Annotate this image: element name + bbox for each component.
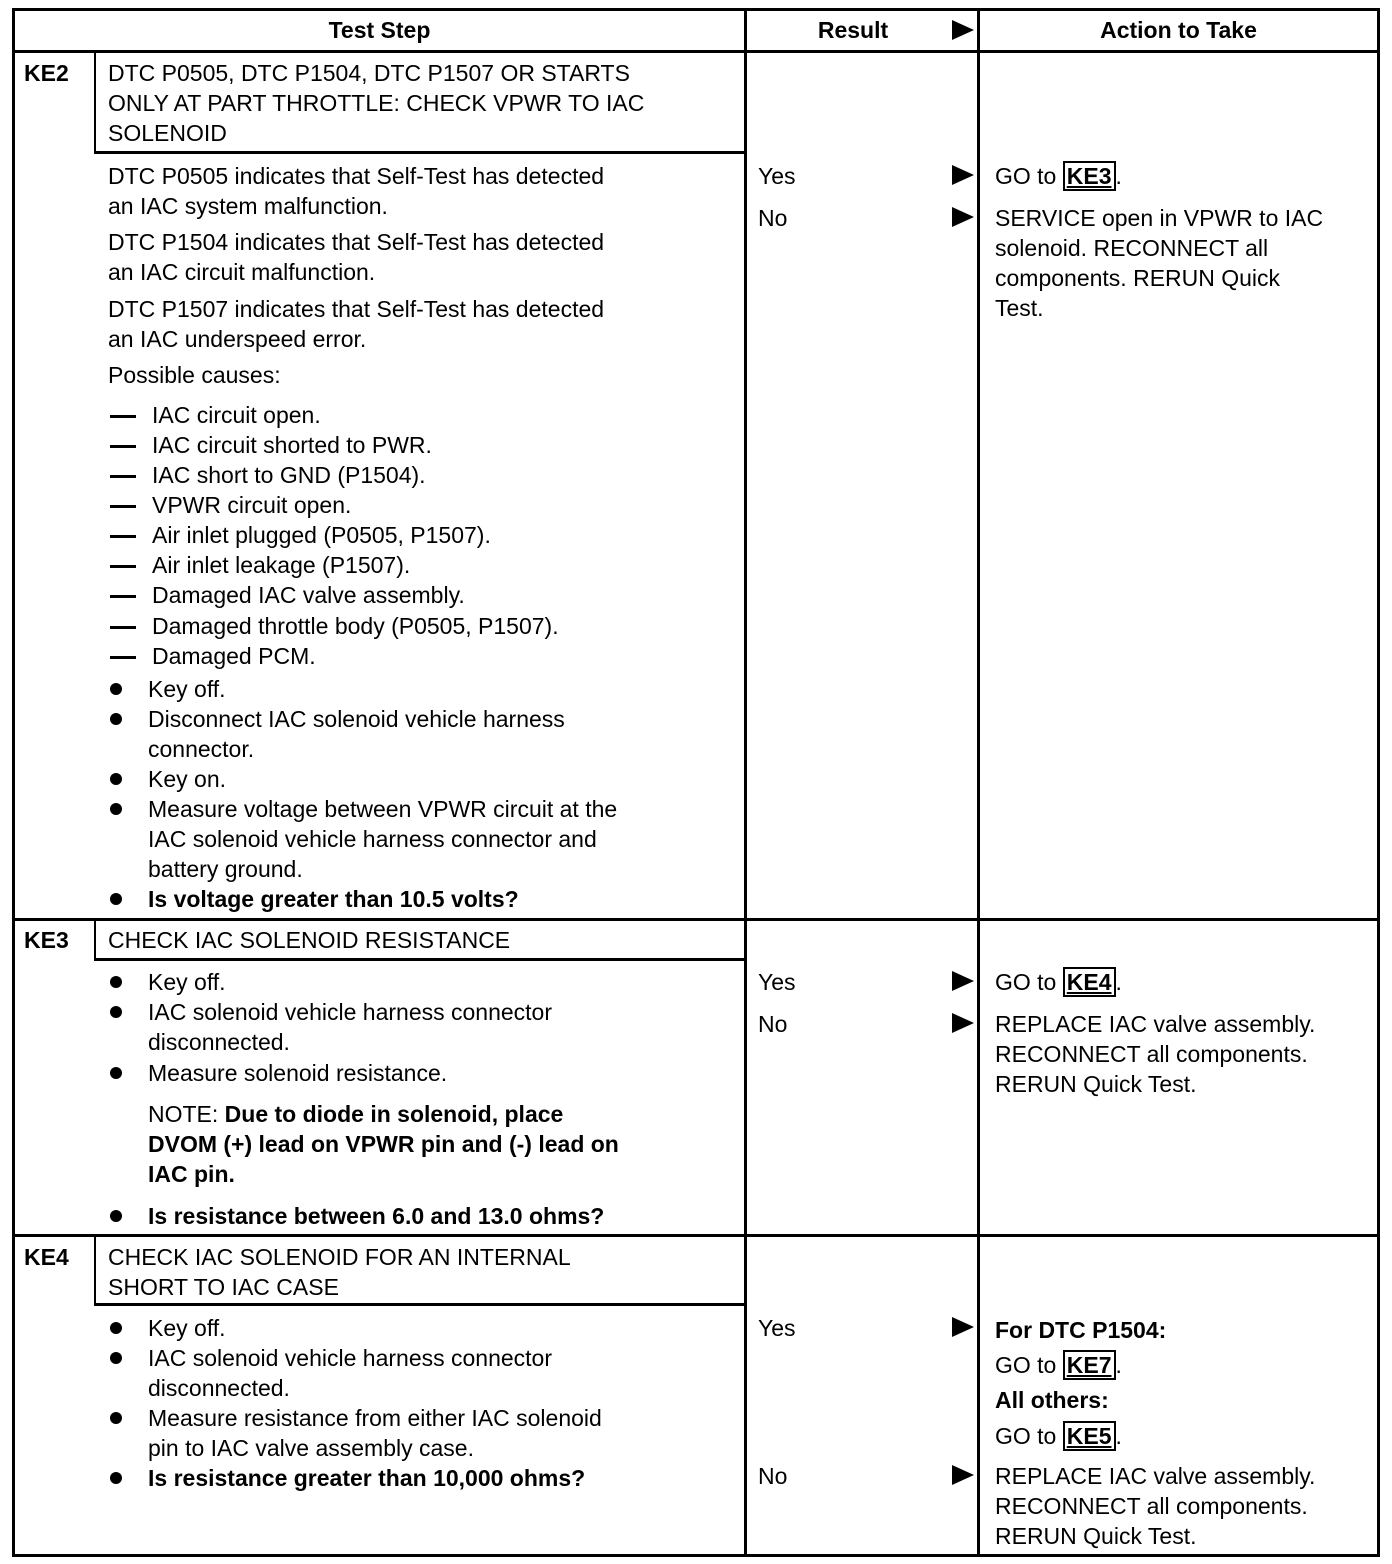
cause-dash-icon xyxy=(110,535,136,538)
ke2-desc-1-line-1: DTC P0505 indicates that Self-Test has detected xyxy=(108,163,605,189)
ke2-cause: Air inlet plugged (P0505, P1507). xyxy=(152,522,491,548)
ke3-note-line-3: IAC pin. xyxy=(148,1161,235,1187)
ke2-step-id: KE2 xyxy=(24,60,69,86)
ke2-title-line-1: DTC P0505, DTC P1504, DTC P1507 OR STARTS xyxy=(108,60,630,86)
cause-dash-icon xyxy=(110,445,136,448)
ke3-no-action-line: RECONNECT all components. xyxy=(995,1041,1308,1067)
ke2-step: connector. xyxy=(148,736,255,762)
ke3-row-separator xyxy=(12,918,1380,921)
ke2-cause: Damaged IAC valve assembly. xyxy=(152,582,465,608)
ke3-step: Measure solenoid resistance. xyxy=(148,1060,448,1086)
ke2-cause: Damaged PCM. xyxy=(152,643,316,669)
ke2-desc-2-line-1: DTC P1504 indicates that Self-Test has detected xyxy=(108,229,605,255)
cause-dash-icon xyxy=(110,505,136,508)
goto-prefix: GO to xyxy=(995,1423,1057,1449)
ke2-desc-3-line-2: an IAC underspeed error. xyxy=(108,326,367,352)
header-test-step: Test Step xyxy=(328,17,431,43)
ke2-no-action-line: SERVICE open in VPWR to IAC xyxy=(995,205,1324,231)
goto-prefix: GO to xyxy=(995,163,1057,189)
bullet-icon xyxy=(110,976,122,988)
ke4-yes-others-label: All others: xyxy=(995,1387,1109,1413)
ke2-step: IAC solenoid vehicle harness connector and xyxy=(148,826,597,852)
bullet-icon xyxy=(110,1322,122,1334)
result-arrow-icon xyxy=(952,1465,974,1485)
cause-dash-icon xyxy=(110,475,136,478)
ke3-step: disconnected. xyxy=(148,1029,290,1055)
table-right-border xyxy=(1377,8,1380,1557)
ke4-title-line-1: CHECK IAC SOLENOID FOR AN INTERNAL xyxy=(108,1244,571,1270)
cause-dash-icon xyxy=(110,415,136,418)
header-arrow-icon xyxy=(952,20,974,40)
ke4-step: pin to IAC valve assembly case. xyxy=(148,1435,474,1461)
ke4-step: Key off. xyxy=(148,1315,226,1341)
ke2-title-line-3: SOLENOID xyxy=(108,120,227,146)
ke2-title-underline xyxy=(94,151,746,154)
table-left-border xyxy=(12,8,15,1557)
ke4-result-no: No xyxy=(758,1463,788,1489)
bullet-icon xyxy=(110,803,122,815)
ke3-id-divider xyxy=(94,918,96,960)
ke2-id-divider xyxy=(94,50,96,152)
bullet-icon xyxy=(110,1006,122,1018)
ke2-cause: IAC circuit open. xyxy=(152,402,321,428)
ke4-step-id: KE4 xyxy=(24,1244,69,1270)
ke2-desc-3-line-1: DTC P1507 indicates that Self-Test has detected xyxy=(108,296,605,322)
ke2-cause: Damaged throttle body (P0505, P1507). xyxy=(152,613,559,639)
table-bottom-border xyxy=(12,1554,1380,1557)
bullet-icon xyxy=(110,893,122,905)
ke2-question: Is voltage greater than 10.5 volts? xyxy=(148,886,519,912)
ke3-title: CHECK IAC SOLENOID RESISTANCE xyxy=(108,927,511,953)
ke3-step-id: KE3 xyxy=(24,927,69,953)
ke3-yes-action: GO to KE4 . xyxy=(995,969,1122,995)
ke3-step: IAC solenoid vehicle harness connector xyxy=(148,999,553,1025)
ke2-step: Disconnect IAC solenoid vehicle harness xyxy=(148,706,565,732)
ke4-step: IAC solenoid vehicle harness connector xyxy=(148,1345,553,1371)
header-bottom-border xyxy=(12,50,1380,53)
ke2-no-action-line: components. RERUN Quick xyxy=(995,265,1281,291)
ke2-desc-2-line-2: an IAC circuit malfunction. xyxy=(108,259,376,285)
result-arrow-icon xyxy=(952,165,974,185)
result-arrow-icon xyxy=(952,1013,974,1033)
ke4-no-action-line: RECONNECT all components. xyxy=(995,1493,1308,1519)
bullet-icon xyxy=(110,1067,122,1079)
ke3-no-action-line: RERUN Quick Test. xyxy=(995,1071,1197,1097)
bullet-icon xyxy=(110,683,122,695)
ke4-question: Is resistance greater than 10,000 ohms? xyxy=(148,1465,586,1491)
result-arrow-icon xyxy=(952,971,974,991)
ke3-question: Is resistance between 6.0 and 13.0 ohms? xyxy=(148,1203,605,1229)
ke4-result-yes: Yes xyxy=(758,1315,796,1341)
ke3-step: Key off. xyxy=(148,969,226,995)
goto-ke7-link[interactable]: KE7 xyxy=(1063,1350,1116,1380)
goto-ke3-link[interactable]: KE3 xyxy=(1063,161,1116,191)
ke3-title-underline xyxy=(94,958,746,961)
ke4-yes-goto-2: GO to KE5 . xyxy=(995,1423,1122,1449)
header-action: Action to Take xyxy=(1100,17,1257,43)
ke3-no-action-line: REPLACE IAC valve assembly. xyxy=(995,1011,1316,1037)
action-column-divider xyxy=(977,8,980,1557)
ke2-cause: IAC circuit shorted to PWR. xyxy=(152,432,432,458)
ke3-note-text: Due to diode in solenoid, place xyxy=(224,1101,564,1127)
ke2-yes-action: GO to KE3 . xyxy=(995,163,1122,189)
ke3-result-yes: Yes xyxy=(758,969,796,995)
ke4-step: Measure resistance from either IAC solenoid xyxy=(148,1405,602,1431)
ke4-no-action-line: REPLACE IAC valve assembly. xyxy=(995,1463,1316,1489)
ke3-result-no: No xyxy=(758,1011,788,1037)
ke4-title-line-2: SHORT TO IAC CASE xyxy=(108,1274,339,1300)
ke3-note-line-2: DVOM (+) lead on VPWR pin and (-) lead on xyxy=(148,1131,619,1157)
bullet-icon xyxy=(110,1352,122,1364)
ke2-step: Key on. xyxy=(148,766,226,792)
ke2-no-action-line: solenoid. RECONNECT all xyxy=(995,235,1269,261)
ke4-yes-dtc-label: For DTC P1504: xyxy=(995,1317,1167,1343)
result-arrow-icon xyxy=(952,1317,974,1337)
goto-ke5-link[interactable]: KE5 xyxy=(1063,1421,1116,1451)
ke2-possible-causes-label: Possible causes: xyxy=(108,362,281,388)
bullet-icon xyxy=(110,1412,122,1424)
cause-dash-icon xyxy=(110,656,136,659)
header-result: Result xyxy=(817,17,889,43)
goto-ke4-link[interactable]: KE4 xyxy=(1063,967,1116,997)
cause-dash-icon xyxy=(110,626,136,629)
bullet-icon xyxy=(110,1472,122,1484)
cause-dash-icon xyxy=(110,595,136,598)
ke4-row-separator xyxy=(12,1234,1380,1237)
bullet-icon xyxy=(110,713,122,725)
ke4-id-divider xyxy=(94,1234,96,1304)
ke2-result-no: No xyxy=(758,205,788,231)
bullet-icon xyxy=(110,773,122,785)
ke3-note-label: NOTE: xyxy=(148,1101,219,1127)
ke2-cause: Air inlet leakage (P1507). xyxy=(152,552,411,578)
ke4-step: disconnected. xyxy=(148,1375,290,1401)
cause-dash-icon xyxy=(110,565,136,568)
ke2-desc-1-line-2: an IAC system malfunction. xyxy=(108,193,388,219)
ke2-result-yes: Yes xyxy=(758,163,796,189)
bullet-icon xyxy=(110,1210,122,1222)
goto-prefix: GO to xyxy=(995,1352,1057,1378)
result-arrow-icon xyxy=(952,207,974,227)
ke4-no-action-line: RERUN Quick Test. xyxy=(995,1523,1197,1549)
ke3-note-line-1 xyxy=(148,1099,563,1129)
ke4-title-underline xyxy=(94,1303,746,1306)
ke2-no-action-line: Test. xyxy=(995,295,1044,321)
ke2-step: Key off. xyxy=(148,676,226,702)
result-column-divider xyxy=(744,8,747,1557)
goto-prefix: GO to xyxy=(995,969,1057,995)
ke2-step: battery ground. xyxy=(148,856,303,882)
ke2-cause: VPWR circuit open. xyxy=(152,492,352,518)
ke4-yes-goto-1: GO to KE7 . xyxy=(995,1352,1122,1378)
ke2-title-line-2: ONLY AT PART THROTTLE: CHECK VPWR TO IAC xyxy=(108,90,645,116)
ke2-step: Measure voltage between VPWR circuit at the xyxy=(148,796,618,822)
ke2-cause: IAC short to GND (P1504). xyxy=(152,462,426,488)
